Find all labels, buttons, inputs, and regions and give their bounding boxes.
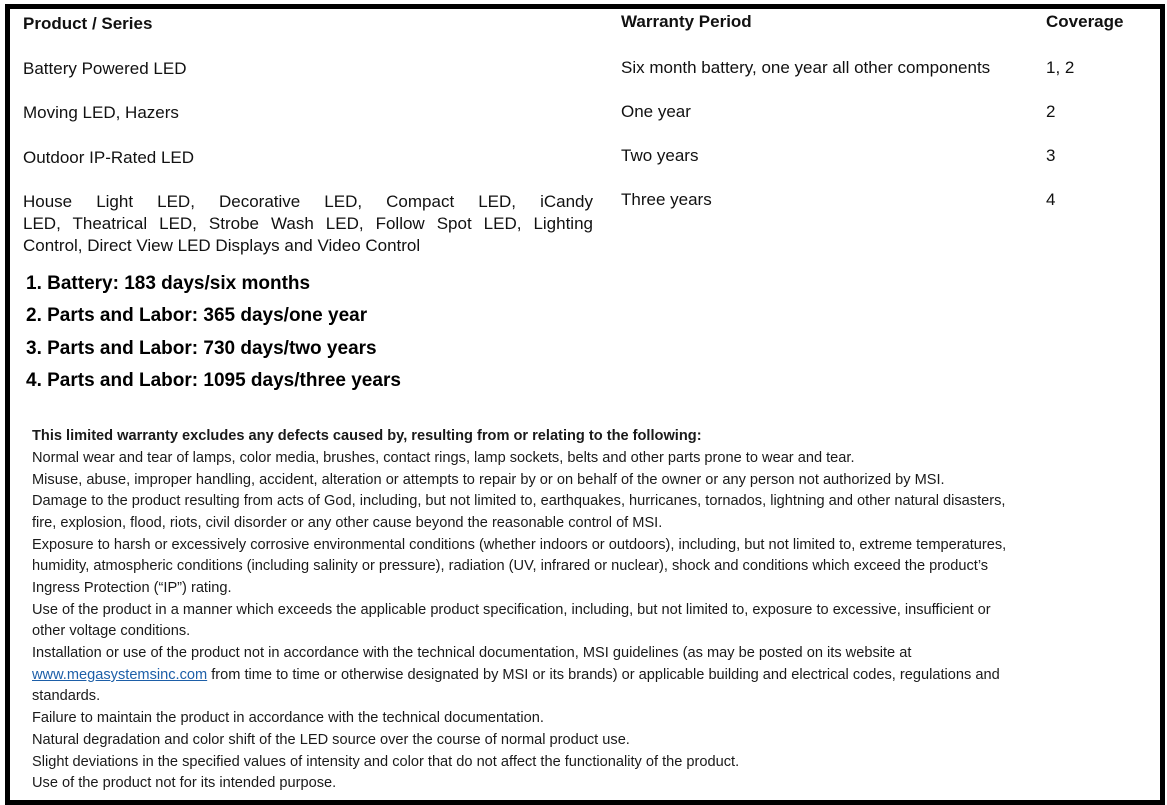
- row-product: Battery Powered LED: [23, 59, 187, 78]
- row-product: Moving LED, Hazers: [23, 103, 179, 122]
- exclusion-line: Failure to maintain the product in accordance with the technical documentation.: [32, 710, 544, 726]
- coverage-term: 2. Parts and Labor: 365 days/one year: [26, 305, 368, 326]
- exclusion-line: Exposure to harsh or excessively corrosive environmental conditions (whether indoors or outdoors), including, but not limited to, extreme temperatures,: [32, 537, 1007, 553]
- row-warranty: Six month battery, one year all other components: [621, 58, 991, 77]
- row-product-line: LED, Theatrical LED, Strobe Wash LED, Follow Spot LED, Lighting: [23, 214, 593, 233]
- header-warranty-period: Warranty Period: [621, 12, 752, 31]
- row-warranty: Two years: [621, 146, 699, 165]
- row-coverage: 4: [1046, 190, 1056, 209]
- exclusions-heading: This limited warranty excludes any defects caused by, resulting from or relating to the following:: [32, 428, 702, 444]
- megasystems-website-link[interactable]: www.megasystemsinc.com: [32, 667, 208, 683]
- row-warranty: One year: [621, 102, 691, 121]
- exclusion-line: standards.: [32, 688, 101, 704]
- row-coverage: 1, 2: [1046, 58, 1075, 77]
- row-product-line: House Light LED, Decorative LED, Compact LED, iCandy: [23, 192, 593, 211]
- exclusion-line: fire, explosion, flood, riots, civil disorder or any other cause beyond the reasonable control of MSI.: [32, 515, 663, 531]
- exclusion-line: other voltage conditions.: [32, 623, 191, 639]
- exclusion-line: Use of the product in a manner which exceeds the applicable product specification, including, but not limited to, exposure to excessive, insufficient or: [32, 602, 991, 618]
- exclusion-line: Use of the product not for its intended purpose.: [32, 775, 337, 791]
- coverage-term: 1. Battery: 183 days/six months: [26, 273, 311, 294]
- exclusion-line: Slight deviations in the specified values of intensity and color that do not affect the functionality of the product.: [32, 754, 740, 770]
- exclusion-line: Installation or use of the product not in accordance with the technical documentation, MSI guidelines (as may be posted on its website at: [32, 645, 912, 661]
- exclusion-line: Normal wear and tear of lamps, color media, brushes, contact rings, lamp sockets, belts and other parts prone to wear and tear.: [32, 450, 855, 466]
- exclusion-line: Natural degradation and color shift of the LED source over the course of normal product use.: [32, 732, 630, 748]
- row-warranty: Three years: [621, 190, 712, 209]
- coverage-term: 3. Parts and Labor: 730 days/two years: [26, 338, 377, 359]
- row-coverage: 2: [1046, 102, 1056, 121]
- exclusion-line-continuation: from time to time or otherwise designated by MSI or its brands) or applicable building and electrical codes, regulations and: [207, 667, 1000, 683]
- row-coverage: 3: [1046, 146, 1056, 165]
- row-product-line: Control, Direct View LED Displays and Video Control: [23, 236, 421, 255]
- exclusion-line: humidity, atmospheric conditions (including salinity or pressure), radiation (UV, infrared or nuclear), shock and conditions which exceed the product’s: [32, 558, 989, 574]
- header-product-series: Product / Series: [23, 14, 153, 33]
- exclusion-line: Ingress Protection (“IP”) rating.: [32, 580, 232, 596]
- exclusion-line-with-link: [32, 665, 1000, 687]
- coverage-term: 4. Parts and Labor: 1095 days/three years: [26, 370, 401, 391]
- exclusion-line: Damage to the product resulting from acts of God, including, but not limited to, earthquakes, hurricanes, tornados, lightning and other natural disasters,: [32, 493, 1006, 509]
- header-coverage: Coverage: [1046, 12, 1124, 31]
- row-product: Outdoor IP-Rated LED: [23, 148, 195, 167]
- exclusion-line: Misuse, abuse, improper handling, accident, alteration or attempts to repair by or on behalf of the owner or any person not authorized by MSI.: [32, 472, 945, 488]
